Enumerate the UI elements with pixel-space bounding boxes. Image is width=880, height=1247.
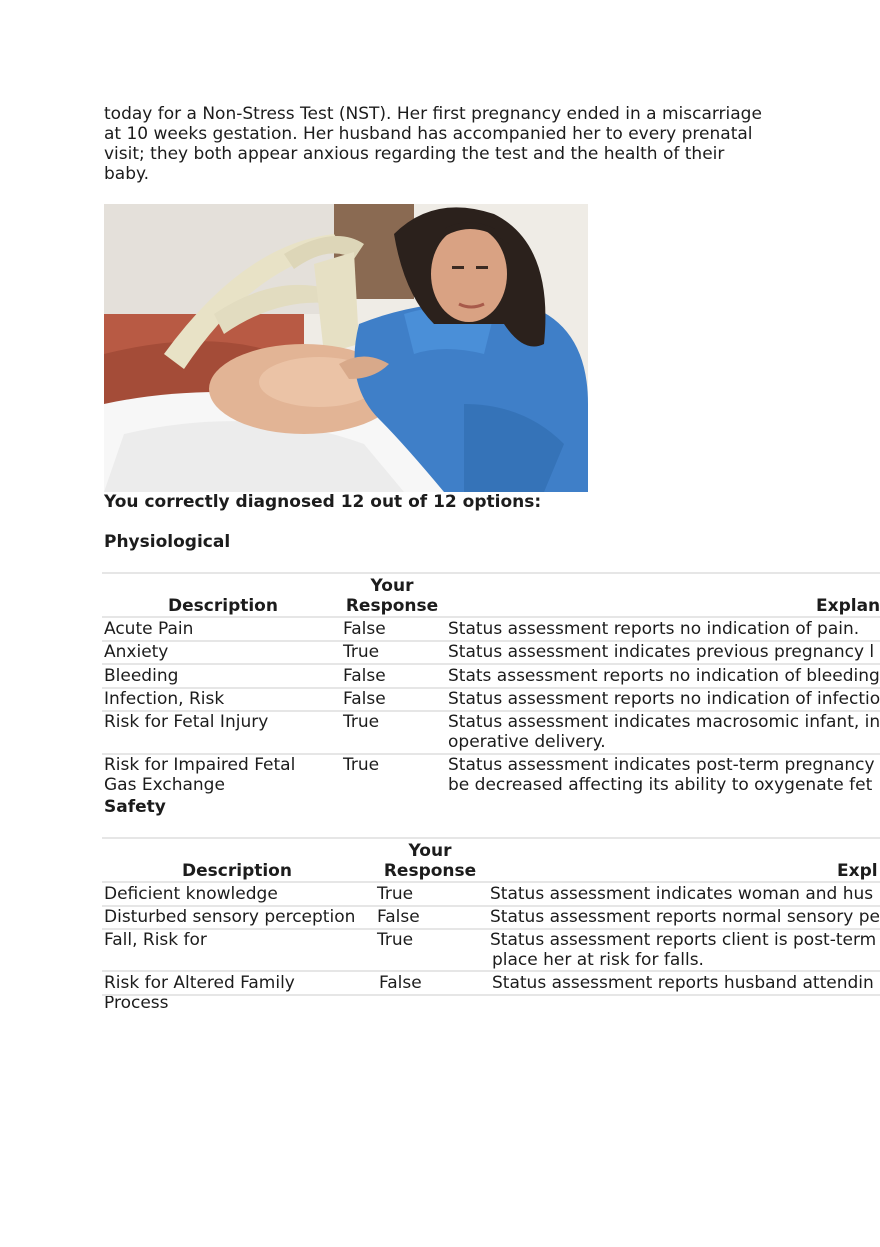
row-description: Anxiety [104, 642, 169, 662]
header-description: Description [168, 596, 278, 616]
table-row [102, 712, 880, 755]
row-explanation: Status assessment reports client is post-term [490, 930, 877, 950]
table-row [102, 972, 880, 1013]
row-response: True [377, 884, 414, 904]
row-explanation: Status assessment indicates macrosomic infant, in [448, 712, 880, 732]
table-row [102, 755, 880, 797]
row-explanation: operative delivery. [448, 732, 606, 752]
table-row [102, 689, 880, 712]
table-row [102, 618, 880, 642]
patient-photo [104, 204, 588, 492]
table-row [102, 907, 880, 930]
row-description: Risk for Altered Family [104, 973, 295, 993]
row-response: False [343, 689, 386, 709]
intro-line: baby. [104, 164, 150, 184]
intro-line: at 10 weeks gestation. Her husband has accompanied her to every prenatal [104, 124, 753, 144]
section-title-safety: Safety [104, 797, 166, 817]
header-your: Your [370, 576, 414, 596]
safety-table [102, 837, 880, 1017]
row-description: Risk for Impaired Fetal [104, 755, 296, 775]
row-explanation: Status assessment indicates previous pregnancy l [448, 642, 875, 662]
row-explanation: Status assessment indicates post-term pregnancy [448, 755, 875, 775]
header-response: Response [345, 596, 439, 616]
row-description: Fall, Risk for [104, 930, 207, 950]
row-response: False [343, 666, 386, 686]
physiological-table [102, 572, 880, 798]
header-response: Response [383, 861, 477, 881]
row-explanation: Status assessment reports husband attendin [492, 973, 874, 993]
row-explanation: Status assessment indicates woman and hus [490, 884, 874, 904]
header-your: Your [408, 841, 452, 861]
intro-paragraph [104, 104, 794, 184]
row-description: Disturbed sensory perception [104, 907, 356, 927]
row-explanation: Status assessment reports no indication of pain. [448, 619, 860, 639]
row-response: True [343, 712, 380, 732]
table-row [102, 665, 880, 689]
row-description: Acute Pain [104, 619, 194, 639]
row-response: True [343, 642, 380, 662]
row-description: Gas Exchange [104, 775, 225, 795]
patient-illustration [104, 204, 588, 492]
row-description: Risk for Fetal Injury [104, 712, 269, 732]
intro-line: today for a Non-Stress Test (NST). Her first pregnancy ended in a miscarriage [104, 104, 762, 124]
header-explanation: Expl [837, 861, 878, 881]
row-response: True [343, 755, 380, 775]
row-response: False [343, 619, 386, 639]
table-row [102, 883, 880, 907]
row-explanation: Status assessment reports normal sensory pe [490, 907, 880, 927]
table-divider [102, 994, 880, 996]
header-description: Description [182, 861, 292, 881]
table-row [102, 930, 880, 972]
row-explanation: place her at risk for falls. [492, 950, 704, 970]
summary-heading: You correctly diagnosed 12 out of 12 options: [104, 492, 542, 512]
row-description: Bleeding [104, 666, 179, 686]
row-description: Deficient knowledge [104, 884, 278, 904]
row-explanation: Status assessment reports no indication of infectio [448, 689, 880, 709]
row-response: False [379, 973, 422, 993]
row-response: True [377, 930, 414, 950]
table-header-row [102, 574, 880, 618]
row-explanation: Stats assessment reports no indication of bleeding [448, 666, 880, 686]
table-row [102, 642, 880, 665]
header-explanation: Explan [816, 596, 880, 616]
table-header-row [102, 839, 880, 883]
row-explanation: be decreased affecting its ability to oxygenate fet [448, 775, 873, 795]
row-description: Infection, Risk [104, 689, 225, 709]
intro-line: visit; they both appear anxious regarding the test and the health of their [104, 144, 725, 164]
row-response: False [377, 907, 420, 927]
section-title-physiological: Physiological [104, 532, 231, 552]
row-description: Process [104, 993, 169, 1013]
